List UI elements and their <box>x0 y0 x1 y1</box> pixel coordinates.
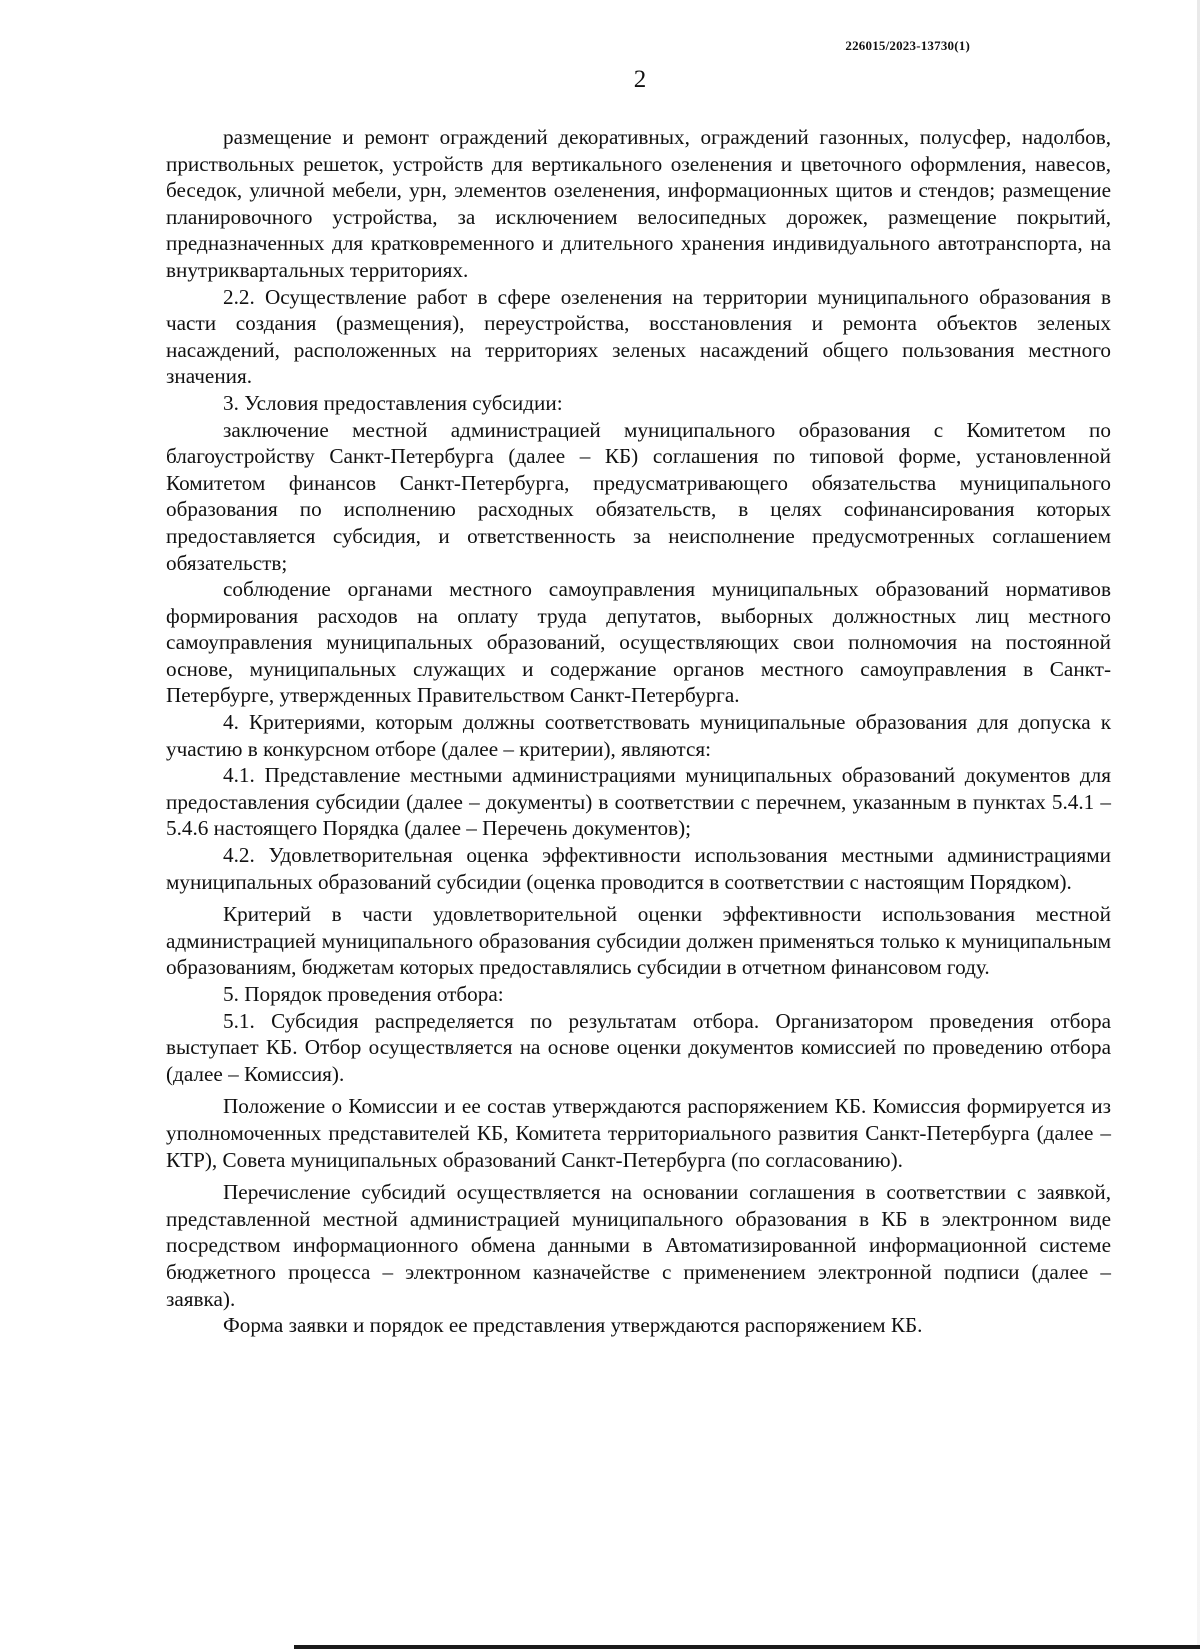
paragraph-5-selection-heading: 5. Порядок проведения отбора: <box>223 982 504 1006</box>
paragraph-2-2-greening: 2.2. Осуществление работ в сфере озеленения на территории муниципального образования в части создания (размещения), переустройства, восстановления и ремонта объектов зеленых насаждений, расположенных на территориях зеленых насаждений общего пользования местного значения. <box>166 284 1111 389</box>
paragraph-salary-norms-condition: соблюдение органами местного самоуправления муниципальных образований нормативов формирования расходов на оплату труда депутатов, выборных должностных лиц местного самоуправления муниципальных образований, осуществляющих свои полномочия на постоянной основе, муниципальных служащих и содержание органов местного самоуправления в Санкт-Петербурге, утвержденных Правительством Санкт-Петербурга. <box>166 577 1111 708</box>
paragraph-subsidy-transfer: Перечисление субсидий осуществляется на основании соглашения в соответствии с заявкой, представленной местной администрацией муниципального образования в КБ в электронном виде посредством информационного обмена данными в Автоматизированной информационной системе бюджетного процесса – электронном казначействе с применением электронной подписи (далее – заявка). <box>166 1180 1111 1311</box>
paragraph-4-1-documents: 4.1. Представление местными администрациями муниципальных образований документов для предоставления субсидии (далее – документы) в соответствии с перечнем, указанным в пунктах 5.4.1 – 5.4.6 настоящего Порядка (далее – Перечень документов); <box>166 763 1111 841</box>
paragraph-5-1-distribution: 5.1. Субсидия распределяется по результатам отбора. Организатором проведения отбора выступает КБ. Отбор осуществляется на основе оценки документов комиссией по проведению отбора (далее – Комиссия). <box>166 1008 1111 1086</box>
paragraph-improvement-list: размещение и ремонт ограждений декоративных, ограждений газонных, полусфер, надолбов, приствольных решеток, устройств для вертикального озеленения и цветочного оформления, навесов, беседок, уличной мебели, урн, элементов озеленения, информационных щитов и стендов; размещение планировочного устройства, за исключением велосипедных дорожек, размещение покрытий, предназначенных для кратковременного и длительного хранения индивидуального автотранспорта, на внутриквартальных территориях. <box>166 125 1111 282</box>
scan-edge-bottom <box>294 1645 1200 1649</box>
paragraph-4-criteria-heading: 4. Критериями, которым должны соответствовать муниципальные образования для допуска к участию в конкурсном отборе (далее – критерии), являются: <box>166 710 1111 761</box>
paragraph-criterion-scope: Критерий в части удовлетворительной оценки эффективности использования местной администрацией муниципального образования субсидии должен применяться только к муниципальным образованиям, бюджетам которых предоставлялись субсидии в отчетном финансовом году. <box>166 902 1111 980</box>
paragraph-4-2-evaluation: 4.2. Удовлетворительная оценка эффективности использования местными администрациями муниципальных образований субсидии (оценка проводится в соответствии с настоящим Порядком). <box>166 843 1111 894</box>
document-body <box>166 124 1111 1339</box>
document-registration-number: 226015/2023-13730(1) <box>845 38 970 53</box>
paragraph-agreement-condition: заключение местной администрацией муниципального образования с Комитетом по благоустройству Санкт-Петербурга (далее – КБ) соглашения по типовой форме, установленной Комитетом финансов Санкт-Петербурга, предусматривающего обязательства муниципального образования по исполнению расходных обязательств, в целях софинансирования которых предоставляется субсидия, и ответственность за неисполнение предусмотренных соглашением обязательств; <box>166 417 1111 575</box>
page-number: 2 <box>633 66 647 93</box>
paragraph-application-form: Форма заявки и порядок ее представления утверждаются распоряжением КБ. <box>223 1313 923 1338</box>
paragraph-3-conditions-heading: 3. Условия предоставления субсидии: <box>223 390 563 415</box>
paragraph-commission-composition: Положение о Комиссии и ее состав утверждаются распоряжением КБ. Комиссия формируется из уполномоченных представителей КБ, Комитета территориального развития Санкт-Петербурга (далее – КТР), Совета муниципальных образований Санкт-Петербурга (по согласованию). <box>166 1094 1111 1172</box>
